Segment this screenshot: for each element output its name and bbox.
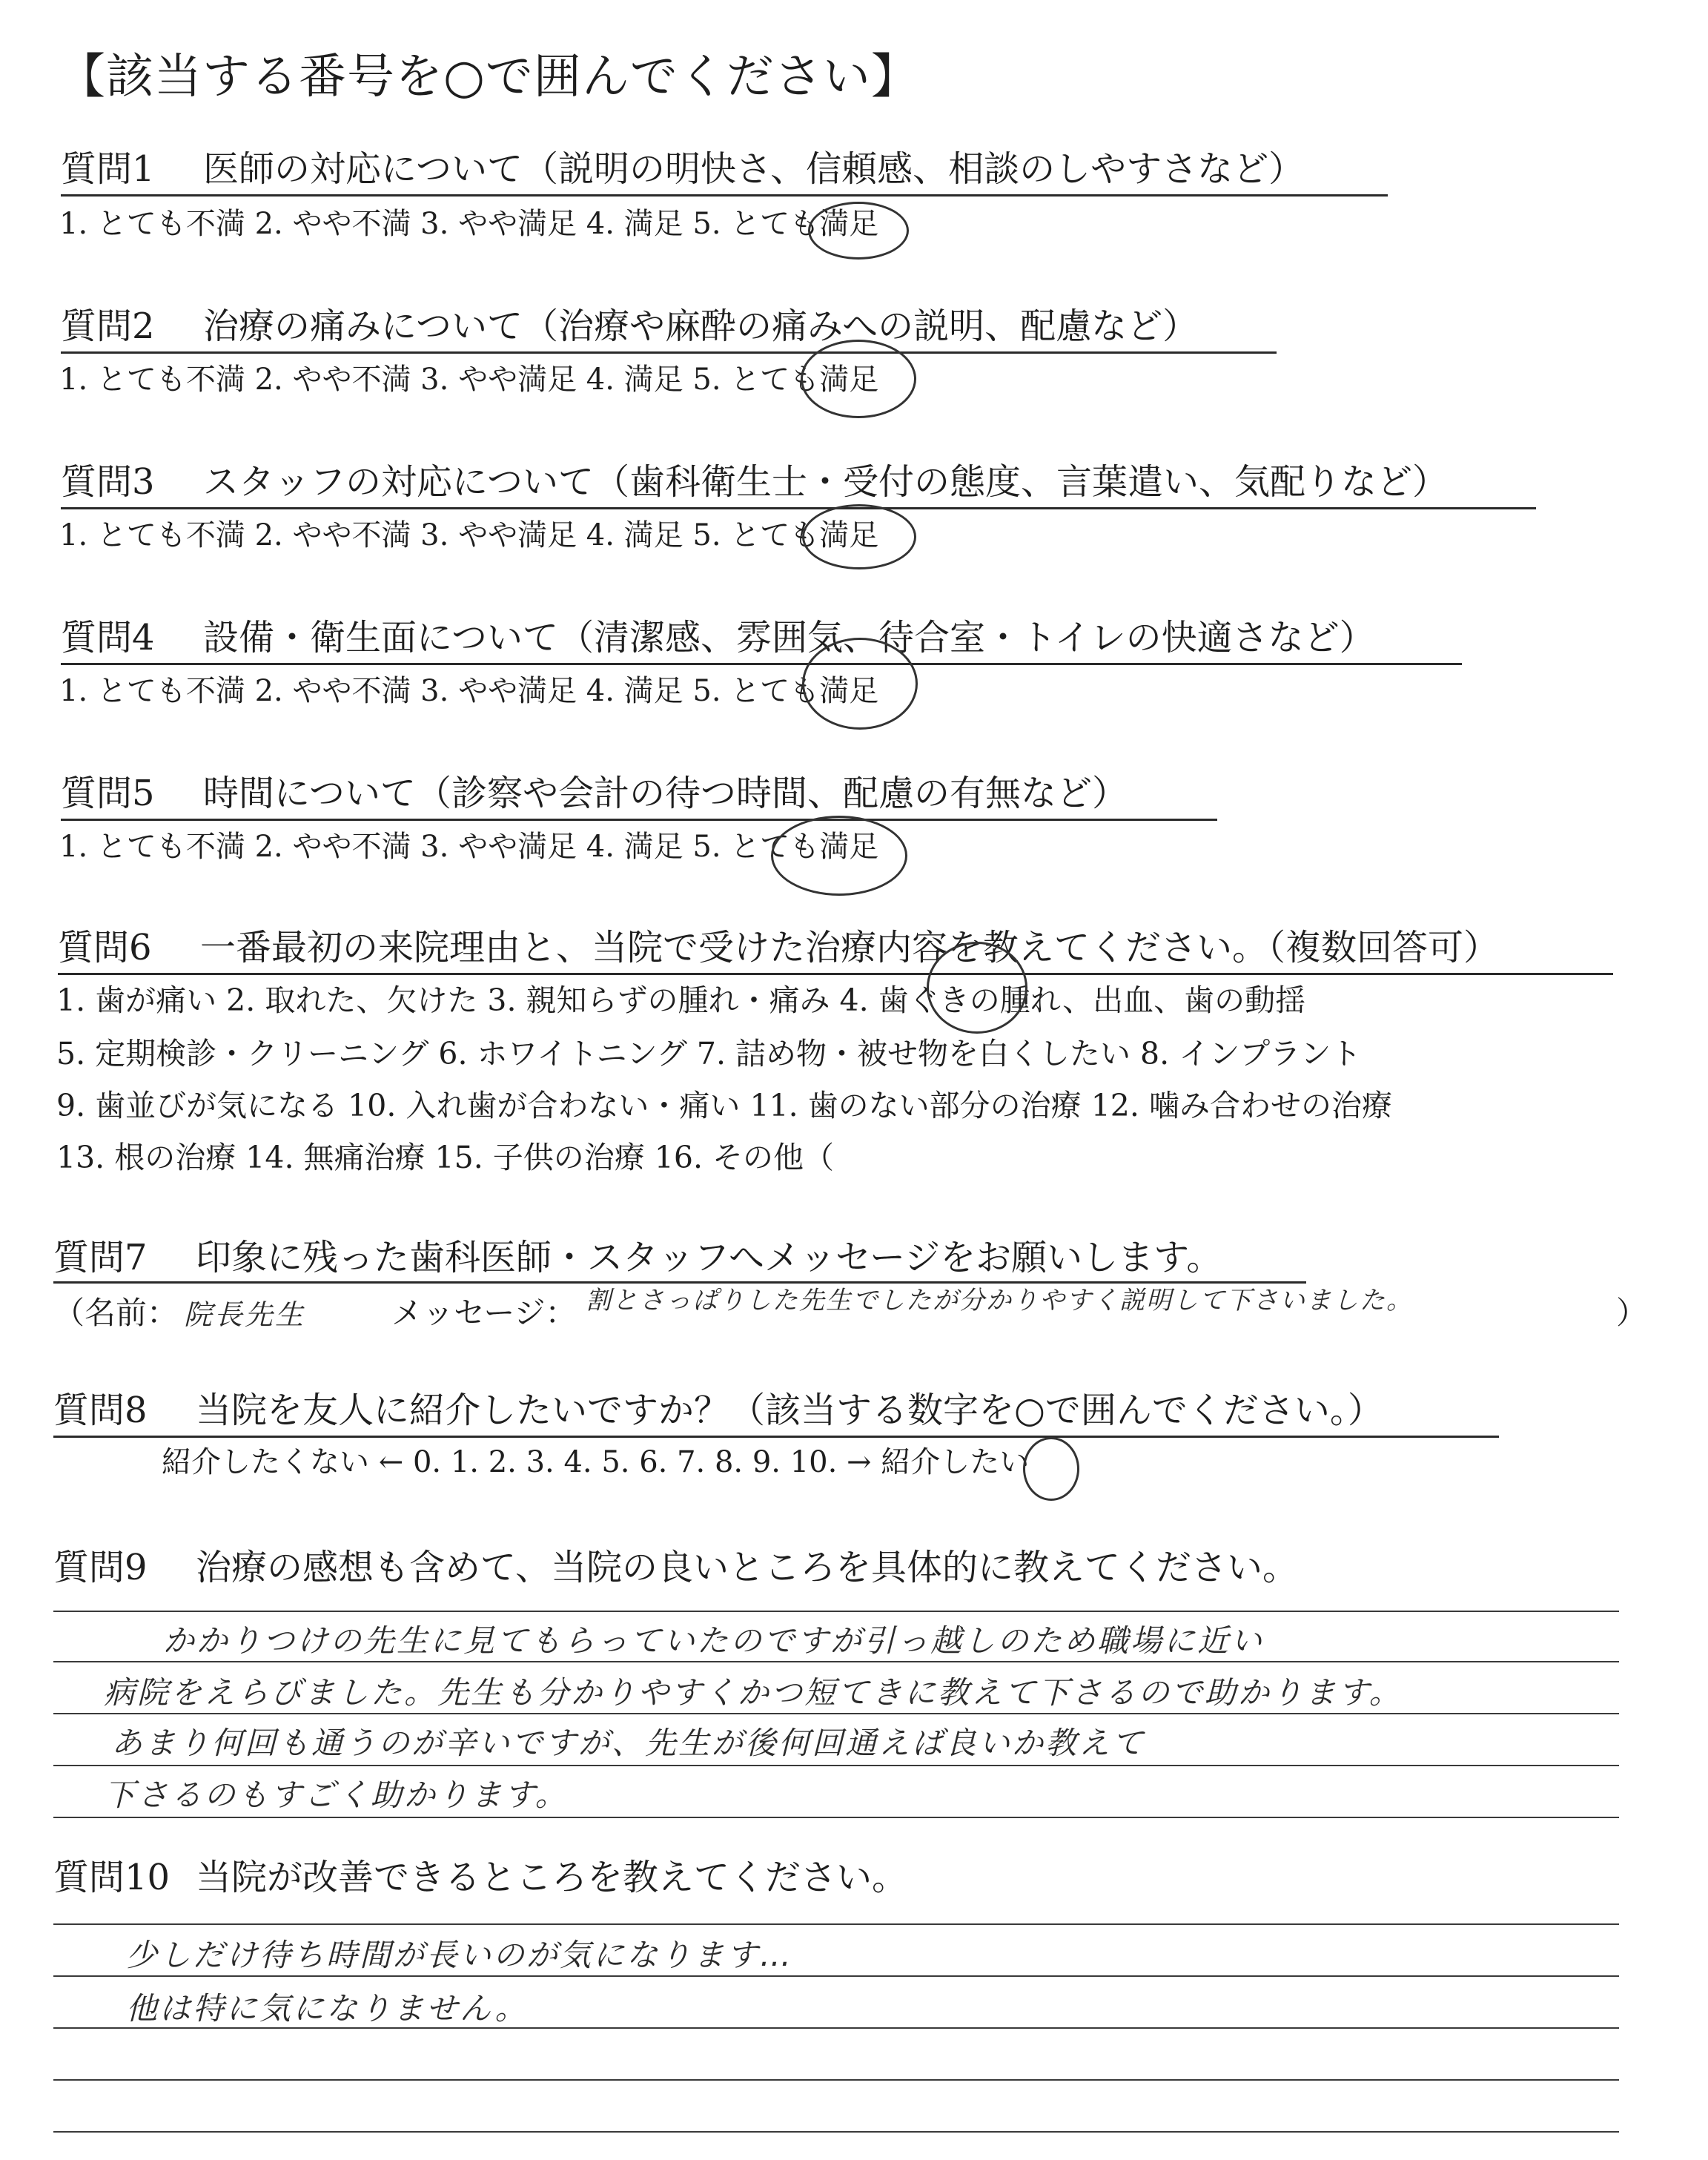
- message-answer: 割とさっぱりした先生でしたが分かりやすく説明して下さいました。: [586, 1286, 1413, 1315]
- question-4-number: 質問4: [61, 617, 155, 658]
- question-9-text: 治療の感想も含めて、当院の良いところを具体的に教えてください。: [196, 1547, 1299, 1588]
- message-label: メッセージ：: [391, 1295, 577, 1331]
- question-3-text: スタッフの対応について（歯科衛生士・受付の態度、言葉遣い、気配りなど）: [203, 461, 1449, 503]
- q10-answer-line-1: 少しだけ待ち時間が長いのが気になります…: [126, 1937, 794, 1973]
- q9-line-1: [53, 1611, 1619, 1612]
- question-8-heading: [53, 1390, 1383, 1431]
- q9-answer-line-3: あまり何回も通うのが辛いですが、先生が後何回通えば良いか教えて: [111, 1725, 1146, 1761]
- question-8-scale: 紹介したくない ← 0. 1. 2. 3. 4. 5. 6. 7. 8. 9. 10. → 紹介したい: [162, 1445, 1030, 1479]
- question-6-underline: [58, 973, 1613, 975]
- question-3-options: 1. とても不満 2. やや不満 3. やや満足 4. 満足 5. とても満足: [59, 518, 879, 552]
- question-3-heading: [61, 461, 1448, 503]
- q9-line-3: [53, 1713, 1619, 1714]
- question-2-heading: [61, 305, 1198, 347]
- question-5-heading: [61, 773, 1128, 814]
- question-1-text: 医師の対応について（説明の明快さ、信頼感、相談のしやすさなど）: [203, 148, 1305, 190]
- question-4-text: 設備・衛生面について（清潔感、雰囲気、待合室・トイレの快適さなど）: [203, 617, 1375, 658]
- question-6-options-row-2: 5. 定期検診・クリーニング 6. ホワイトニング 7. 詰め物・被せ物を白くしたい 8. インプラント: [56, 1036, 1362, 1071]
- q10-line-1: [53, 1923, 1619, 1925]
- question-1-underline: [61, 194, 1388, 196]
- answer-circle-q3: [802, 504, 916, 569]
- question-5-number: 質問5: [61, 773, 155, 814]
- answer-circle-q8: [1023, 1437, 1079, 1501]
- question-7-heading: [53, 1237, 1222, 1278]
- question-2-text: 治療の痛みについて（治療や麻酔の痛みへの説明、配慮など）: [203, 305, 1199, 347]
- question-8-underline: [53, 1436, 1499, 1438]
- question-10-number: 質問10: [53, 1857, 171, 1898]
- q10-line-5: [53, 2131, 1619, 2133]
- q9-line-4: [53, 1765, 1619, 1766]
- question-6-text: 一番最初の来院理由と、当院で受けた治療内容を教えてください。（複数回答可）: [200, 927, 1500, 968]
- question-6-options-row-1: 1. 歯が痛い 2. 取れた、欠けた 3. 親知らずの腫れ・痛み 4. 歯ぐきの腫れ、出血、歯の動揺: [56, 982, 1306, 1018]
- q9-answer-line-4: 下さるのもすごく助かります。: [104, 1777, 569, 1813]
- question-10-text: 当院が改善できるところを教えてください。: [196, 1857, 908, 1898]
- answer-circle-q1: [808, 202, 909, 260]
- question-5-text: 時間について（診察や会計の待つ時間、配慮の有無など）: [203, 773, 1128, 814]
- question-9-number: 質問9: [53, 1547, 148, 1588]
- question-1-number: 質問1: [61, 148, 155, 190]
- q9-line-5: [53, 1817, 1619, 1818]
- q9-line-2: [53, 1661, 1619, 1662]
- question-6-options-row-4: 13. 根の治療 14. 無痛治療 15. 子供の治療 16. その他（: [56, 1140, 835, 1175]
- question-7-text: 印象に残った歯科医師・スタッフへメッセージをお願いします。: [196, 1237, 1222, 1278]
- question-4-underline: [61, 663, 1462, 665]
- answer-circle-q6: [927, 942, 1027, 1034]
- answer-circle-q5: [771, 816, 907, 896]
- name-label: （名前：: [53, 1295, 179, 1331]
- question-2-options: 1. とても不満 2. やや不満 3. やや満足 4. 満足 5. とても満足: [59, 363, 879, 397]
- question-1-heading: [61, 148, 1304, 190]
- question-7-number: 質問7: [53, 1237, 148, 1278]
- name-answer: 院長先生: [184, 1298, 306, 1331]
- question-5-options: 1. とても不満 2. やや不満 3. やや満足 4. 満足 5. とても満足: [59, 830, 879, 864]
- question-6-options-row-3: 9. 歯並びが気になる 10. 入れ歯が合わない・痛い 11. 歯のない部分の治療 12. 噛み合わせの治療: [56, 1088, 1392, 1123]
- q9-answer-line-1: かかりつけの先生に見てもらっていたのですが引っ越しのため職場に近い: [163, 1622, 1265, 1659]
- q9-answer-line-2: 病院をえらびました。先生も分かりやすくかつ短てきに教えて下さるので助かります。: [104, 1674, 1403, 1711]
- message-close-paren: ）: [1616, 1295, 1648, 1331]
- answer-circle-q4: [802, 638, 918, 730]
- answer-circle-q2: [801, 340, 916, 418]
- page-title: 【該当する番号を○で囲んでください】: [58, 50, 919, 105]
- question-1-options: 1. とても不満 2. やや不満 3. やや満足 4. 満足 5. とても満足: [59, 207, 879, 241]
- question-3-underline: [61, 507, 1536, 509]
- q10-line-4: [53, 2079, 1619, 2081]
- question-4-heading: [61, 617, 1375, 658]
- question-3-number: 質問3: [61, 461, 155, 503]
- q10-answer-line-2: 他は特に気になりません。: [126, 1990, 529, 2027]
- question-5-underline: [61, 819, 1217, 821]
- question-8-number: 質問8: [53, 1390, 148, 1431]
- question-10-heading: [53, 1857, 907, 1898]
- question-4-options: 1. とても不満 2. やや不満 3. やや満足 4. 満足 5. とても満足: [59, 674, 879, 708]
- question-6-heading: [58, 927, 1499, 968]
- question-6-number: 質問6: [58, 927, 152, 968]
- q10-line-2: [53, 1975, 1619, 1977]
- question-2-number: 質問2: [61, 305, 155, 347]
- question-8-text: 当院を友人に紹介したいですか？（該当する数字を○で囲んでください。）: [196, 1390, 1383, 1431]
- question-2-underline: [61, 351, 1277, 354]
- question-9-heading: [53, 1547, 1298, 1588]
